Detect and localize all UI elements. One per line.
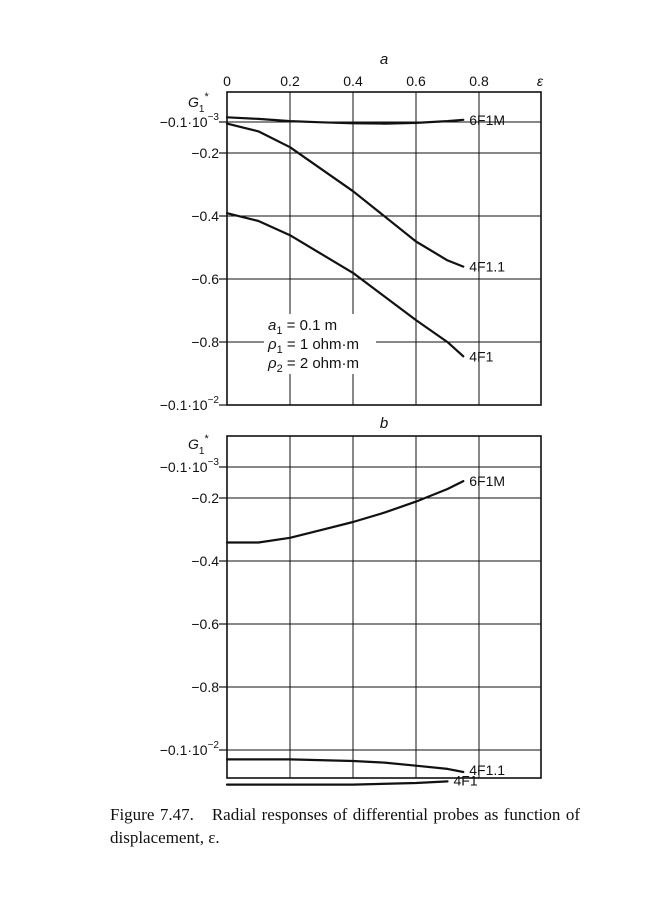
panel-a-ytick-label-1: −0.2 [191, 145, 219, 161]
panel-a-series-label-0: 6F1M [469, 111, 506, 128]
panel-b-series-4f1 [227, 781, 448, 784]
panel-a-series-label-2: 4F1 [469, 348, 494, 365]
panel-a-xlabel: ε [536, 73, 544, 89]
panel-b-series-label-1: 4F1.1 [469, 762, 506, 779]
caption-text: Radial responses of differential probes as function of displacement, ε. [110, 805, 581, 847]
panel-a-xtick-label-0: 0 [223, 73, 231, 89]
panel-a-letter: a [379, 51, 389, 68]
panel-a-xtick-label-2: 0.4 [343, 73, 363, 89]
panel-a-xtick-label-1: 0.2 [280, 73, 300, 89]
panel-a-xtick-label-4: 0.8 [469, 73, 489, 89]
panel-b-series-label-0: 6F1M [469, 473, 506, 490]
panel-a-series-4f1-1 [227, 124, 463, 267]
panel-b-letter: b [379, 415, 389, 432]
panel-a-series-label-1: 4F1.1 [469, 258, 506, 275]
panel-a-ytick-label-2: −0.4 [191, 208, 219, 224]
panel-b-ytick-label-3: −0.6 [191, 616, 219, 632]
panel-a-ytick-label-3: −0.6 [191, 271, 219, 287]
panel-b-ytick-label-0: $-0.1\cdot 10^{-3}$ [159, 457, 219, 475]
figure-caption [110, 803, 580, 849]
panel-b-series-6f1m [227, 481, 463, 542]
panel-a-ytick-label-5: $-0.1\cdot 10^{-2}$ [159, 395, 219, 413]
panel-b-series-label-2: 4F1 [453, 772, 478, 789]
panel-b-ylabel: $G_1^*$ [188, 433, 209, 457]
panel-b-ytick-label-5: $-0.1\cdot 10^{-2}$ [159, 740, 219, 758]
panel-a-annotation-2: $\rho_2 = 2$ ohm·m [268, 355, 359, 375]
panel-b-ytick-label-2: −0.4 [191, 553, 219, 569]
panel-a-annotation-0: $a_1 = 0.1$ m [268, 317, 338, 337]
panel-a-ylabel: $G_1^*$ [188, 91, 209, 115]
panel-b-ytick-label-4: −0.8 [191, 679, 219, 695]
panel-b-series-4f1-1 [227, 759, 463, 772]
panel-a-series-6f1m [227, 117, 463, 123]
panel-a-annotation-1: $\rho_1 = 1$ ohm·m [268, 336, 359, 356]
panel-a-ytick-label-4: −0.8 [191, 334, 219, 350]
panel-a-xtick-label-3: 0.6 [406, 73, 426, 89]
panel-a-ytick-label-0: $-0.1\cdot 10^{-3}$ [159, 112, 219, 130]
caption-figure-number: Figure 7.47. [110, 805, 194, 824]
panel-b-ytick-label-1: −0.2 [191, 490, 219, 506]
